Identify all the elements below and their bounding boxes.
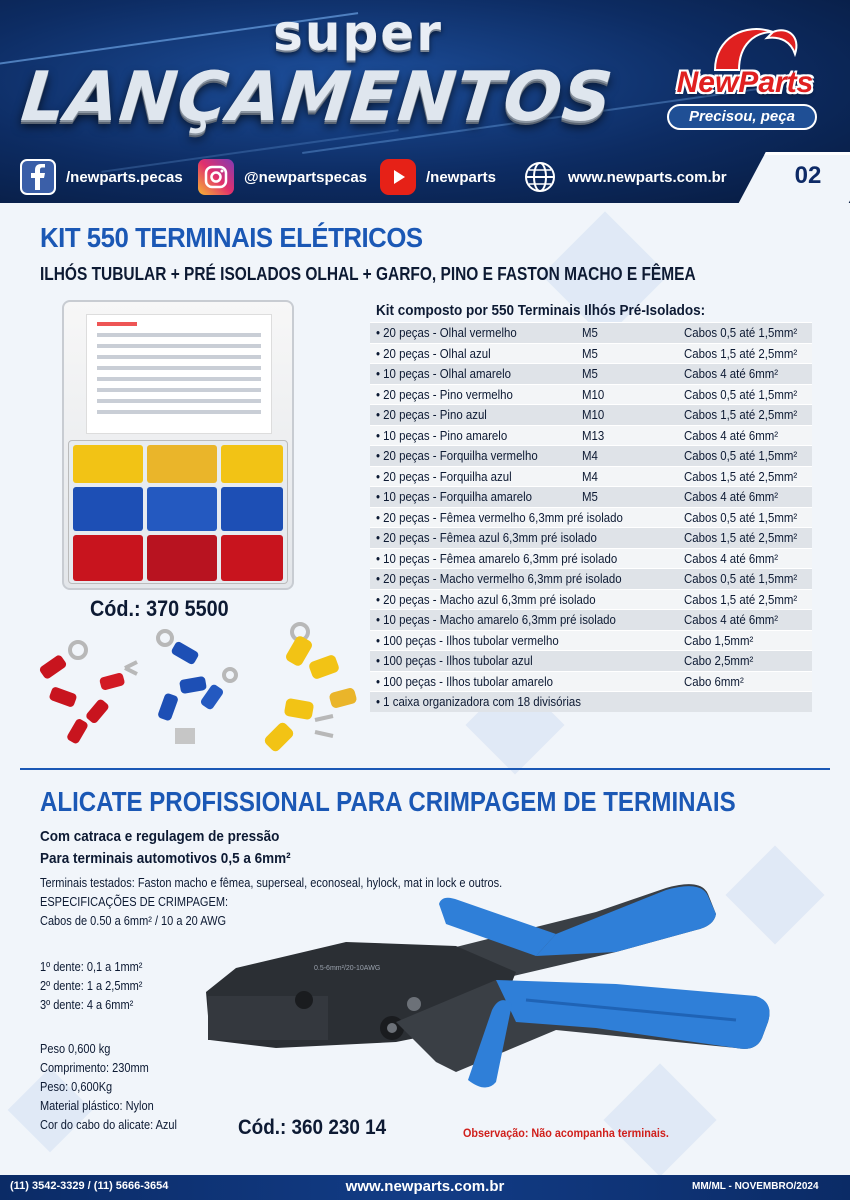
spec-item-cable: Cabos 0,5 até 1,5mm² [684, 386, 798, 402]
spec-item-size: M13 [582, 427, 605, 443]
spec-item-size: M4 [582, 468, 598, 484]
kit-tray [68, 440, 288, 584]
brand-name: NewParts [676, 66, 814, 99]
spec-item-size: M5 [582, 345, 598, 361]
spec-item-cable: Cabos 4 até 6mm² [684, 550, 779, 566]
spec-item-size: M10 [582, 407, 605, 422]
spec-item-cable: Cabos 0,5 até 1,5mm² [684, 448, 798, 463]
spec-item-cable: Cabo 1,5mm² [684, 632, 754, 648]
kit-spec-row [370, 589, 812, 610]
tool-marking-text: 0.5-6mm²/20-10AWG [314, 965, 381, 972]
red-terminal-icon [38, 642, 137, 745]
newparts-logo [655, 18, 835, 138]
blue-terminal-icon [157, 631, 236, 744]
plier-cable-range: Cabos de 0.50 a 6mm² / 10 a 20 AWG [40, 914, 227, 928]
plier-product-code: Cód.: 360 230 14 [238, 1116, 387, 1139]
globe-icon [522, 159, 558, 195]
plier-handle-color: Cor do cabo do alicate: Azul [40, 1118, 177, 1132]
kit-case-image [62, 300, 294, 590]
footer-phones: (11) 3542-3329 / (11) 5666-3654 [10, 1180, 169, 1192]
kit-label-panel [86, 314, 272, 434]
spec-item-size: M5 [582, 489, 598, 504]
spec-item-size: M10 [582, 386, 605, 402]
kit-spec-row [370, 466, 812, 487]
title-lancamentos: LANÇAMENTOS [17, 58, 617, 137]
kit-spec-row [370, 548, 812, 569]
spec-item-cable: Cabos 0,5 até 1,5mm² [684, 571, 798, 586]
plier-material: Material plástico: Nylon [40, 1099, 154, 1113]
instagram-icon [198, 159, 234, 195]
spec-item-cable: Cabos 1,5 até 2,5mm² [684, 591, 798, 607]
youtube-handle: /newparts [426, 168, 497, 186]
spec-item-cable: Cabos 4 até 6mm² [684, 427, 779, 443]
spec-item-description: • 10 peças - Pino amarelo [376, 427, 508, 443]
spec-item-cable: Cabo 2,5mm² [684, 653, 754, 668]
spec-item-size: M5 [582, 325, 598, 340]
spec-item-cable: Cabos 4 até 6mm² [684, 489, 779, 504]
spec-item-description: • 20 peças - Pino vermelho [376, 386, 513, 402]
youtube-link[interactable] [380, 158, 496, 196]
facebook-link[interactable] [20, 158, 183, 196]
kit-spec-row [370, 507, 812, 528]
plier-feature-ratchet: Com catraca e regulagem de pressão [40, 828, 280, 845]
header-banner [0, 0, 850, 203]
kit-spec-row [370, 363, 812, 384]
kit-spec-row [370, 322, 812, 343]
spec-item-description: • 1 caixa organizadora com 18 divisórias [376, 694, 581, 709]
kit-title: KIT 550 TERMINAIS ELÉTRICOS [40, 222, 423, 253]
spec-item-cable: Cabos 4 até 6mm² [684, 366, 779, 381]
spec-item-cable: Cabos 1,5 até 2,5mm² [684, 530, 798, 545]
kit-spec-row [370, 445, 812, 466]
footer-website[interactable]: www.newparts.com.br [345, 1178, 505, 1195]
kit-product-code: Cód.: 370 5500 [90, 596, 229, 621]
kit-spec-row [370, 527, 812, 548]
plier-dente-3: 3º dente: 4 a 6mm² [40, 998, 134, 1012]
spec-item-description: • 20 peças - Olhal azul [376, 345, 491, 361]
instagram-link[interactable] [198, 158, 367, 196]
footer-bar [0, 1175, 850, 1200]
title-super: super [273, 4, 443, 62]
plier-tested-terminals: Terminais testados: Faston macho e fêmea, superseal, econoseal, hylock, mat in lock e outros. [40, 876, 503, 890]
kit-spec-row [370, 486, 812, 507]
spec-item-cable: Cabos 0,5 até 1,5mm² [684, 509, 798, 525]
spec-item-cable: Cabos 1,5 até 2,5mm² [684, 468, 798, 484]
spec-item-description: • 20 peças - Fêmea vermelho 6,3mm pré isolado [376, 509, 623, 525]
kit-spec-row [370, 691, 812, 712]
kit-spec-row [370, 568, 812, 589]
kit-spec-row [370, 671, 812, 692]
plier-feature-range: Para terminais automotivos 0,5 a 6mm² [40, 850, 291, 867]
yellow-terminal-icon [263, 624, 358, 753]
page-number: 02 [794, 162, 822, 189]
plier-title: ALICATE PROFISSIONAL PARA CRIMPAGEM DE TERMINAIS [40, 786, 736, 817]
spec-item-description: • 20 peças - Olhal vermelho [376, 325, 517, 340]
spec-item-description: • 20 peças - Macho vermelho 6,3mm pré isolado [376, 571, 622, 586]
plier-dente-1: 1º dente: 0,1 a 1mm² [40, 960, 143, 974]
kit-spec-row [370, 404, 812, 425]
kit-spec-header: Kit composto por 550 Terminais Ilhós Pré-Isolados: [376, 302, 706, 319]
spec-item-cable: Cabos 4 até 6mm² [684, 612, 779, 627]
spec-item-description: • 100 peças - Ilhos tubolar amarelo [376, 673, 553, 689]
spec-item-description: • 10 peças - Olhal amarelo [376, 366, 511, 381]
terminals-image [30, 620, 370, 760]
spec-item-size: M4 [582, 448, 598, 463]
section-divider [20, 768, 830, 770]
facebook-handle: /newparts.pecas [66, 168, 183, 186]
spec-item-cable: Cabos 1,5 até 2,5mm² [684, 407, 798, 422]
spec-item-cable: Cabos 1,5 até 2,5mm² [684, 345, 798, 361]
spec-item-description: • 100 peças - Ilhos tubolar azul [376, 653, 533, 668]
kit-spec-row [370, 630, 812, 651]
kit-spec-row [370, 384, 812, 405]
spec-item-size: M5 [582, 366, 598, 381]
crimping-plier-image [196, 872, 776, 1092]
kit-spec-row [370, 650, 812, 671]
spec-item-description: • 10 peças - Fêmea amarelo 6,3mm pré isolado [376, 550, 618, 566]
plier-observation: Observação: Não acompanha terminais. [463, 1126, 669, 1140]
kit-spec-row [370, 609, 812, 630]
spec-item-description: • 20 peças - Macho azul 6,3mm pré isolado [376, 591, 596, 607]
plier-weight-kg: Peso 0,600 kg [40, 1042, 111, 1056]
brand-slogan: Precisou, peça [667, 104, 817, 130]
spec-item-description: • 20 peças - Forquilha azul [376, 468, 512, 484]
spec-item-description: • 20 peças - Pino azul [376, 407, 487, 422]
website-link[interactable] [522, 158, 727, 196]
spec-item-description: • 20 peças - Fêmea azul 6,3mm pré isolado [376, 530, 597, 545]
plier-spec-title: ESPECIFICAÇÕES DE CRIMPAGEM: [40, 895, 229, 909]
plier-dente-2: 2º dente: 1 a 2,5mm² [40, 979, 143, 993]
kit-spec-table [370, 322, 812, 712]
plier-weight: Peso: 0,600Kg [40, 1080, 113, 1094]
kit-spec-row [370, 343, 812, 364]
spec-item-description: • 100 peças - Ilhos tubolar vermelho [376, 632, 559, 648]
kit-spec-row [370, 425, 812, 446]
youtube-icon [380, 159, 416, 195]
spec-item-description: • 20 peças - Forquilha vermelho [376, 448, 538, 463]
spec-item-cable: Cabo 6mm² [684, 673, 744, 689]
website-url: www.newparts.com.br [568, 168, 727, 186]
plier-length: Comprimento: 230mm [40, 1061, 149, 1075]
footer-edition: MM/ML - NOVEMBRO/2024 [692, 1181, 819, 1192]
spec-item-description: • 10 peças - Macho amarelo 6,3mm pré isolado [376, 612, 616, 627]
spec-item-cable: Cabos 0,5 até 1,5mm² [684, 325, 798, 340]
spec-item-description: • 10 peças - Forquilha amarelo [376, 489, 532, 504]
facebook-icon [20, 159, 56, 195]
instagram-handle: @newpartspecas [244, 168, 368, 186]
kit-subtitle: ILHÓS TUBULAR + PRÉ ISOLADOS OLHAL + GARFO, PINO E FASTON MACHO E FÊMEA [40, 264, 696, 284]
